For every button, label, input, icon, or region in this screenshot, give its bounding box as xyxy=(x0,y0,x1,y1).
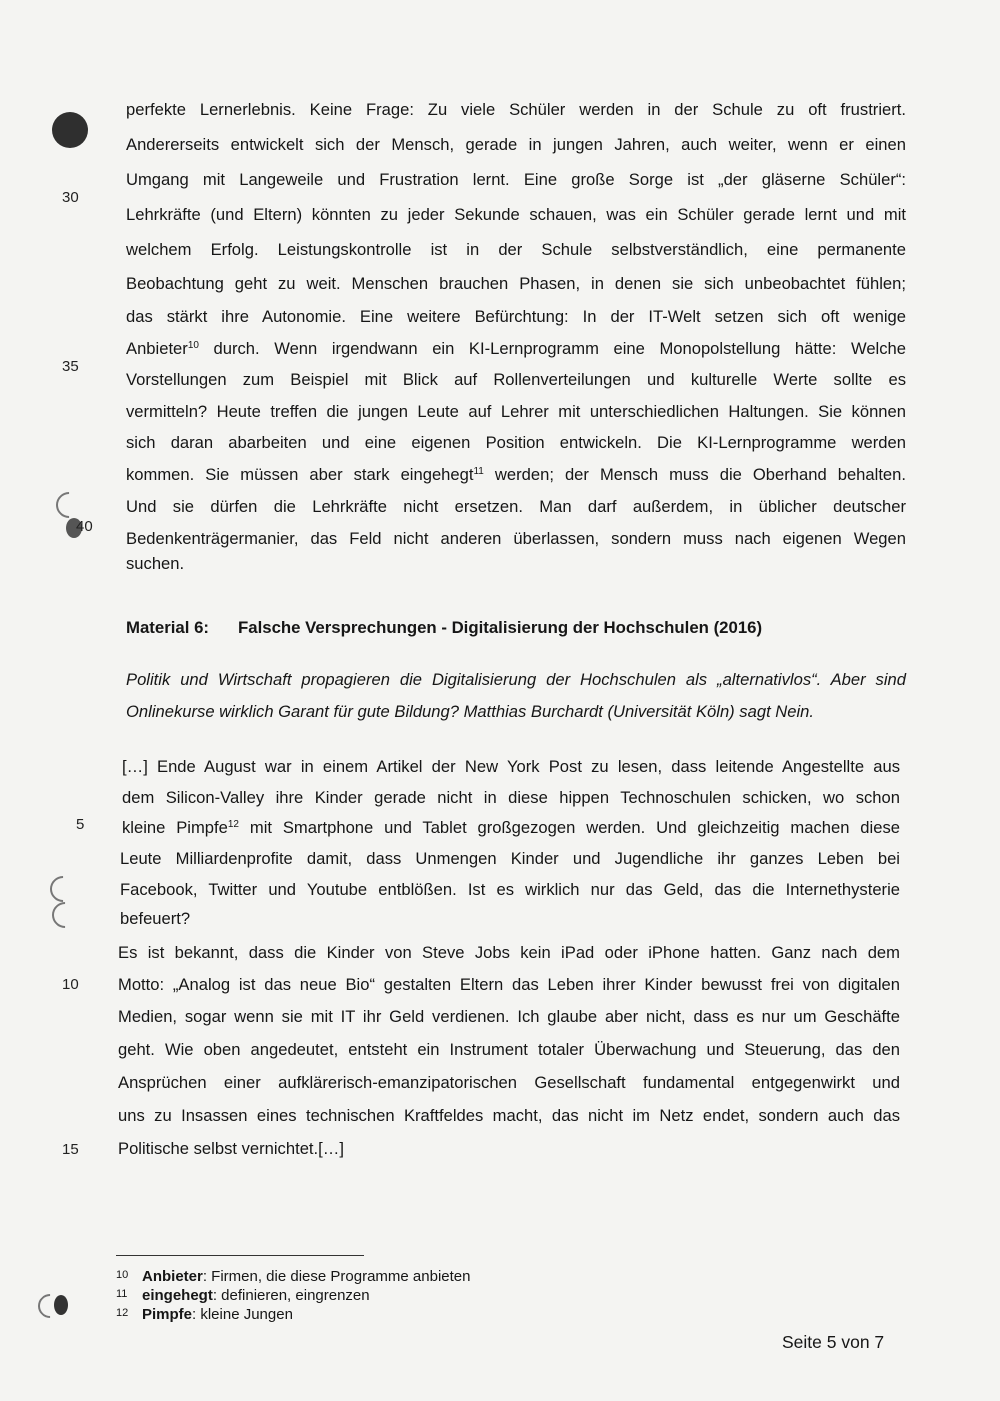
text-line: sich daran abarbeiten und eine eigenen Position entwickeln. Die KI-Lernprogramme werden xyxy=(126,433,906,452)
text-fragment: kommen. Sie müssen aber stark eingehegt xyxy=(126,465,474,484)
text-line: […] Ende August war in einem Artikel der New York Post zu lesen, dass leitende Angestellte aus xyxy=(122,757,900,776)
line-number-35: 35 xyxy=(62,358,79,375)
footnote-divider xyxy=(116,1255,364,1256)
text-line: perfekte Lernerlebnis. Keine Frage: Zu viele Schüler werden in der Schule zu oft frustriert. xyxy=(126,100,906,119)
text-line-with-footnote xyxy=(126,465,906,485)
line-number-10: 10 xyxy=(62,976,79,993)
text-fragment: werden; der Mensch muss die Oberhand behalten. xyxy=(483,465,906,484)
text-line-with-footnote xyxy=(126,339,906,359)
text-line: Leute Milliardenprofite damit, dass Unmengen Kinder und Jugendliche ihr ganzes Leben bei xyxy=(120,849,900,868)
footnote-ref-12: 12 xyxy=(227,819,239,830)
text-line: Motto: „Analog ist das neue Bio“ gestalten Eltern das Leben ihrer Kinder bewusst frei von digitalen xyxy=(118,975,900,994)
line-number-30: 30 xyxy=(62,189,79,206)
page-number: Seite 5 von 7 xyxy=(782,1332,885,1352)
text-line: geht. Wie oben angedeutet, entsteht ein Instrument totaler Überwachung und Steuerung, das den xyxy=(118,1040,900,1059)
footnote-ref-11: 11 xyxy=(473,466,484,477)
text-line: Und sie dürfen die Lehrkräfte nicht ersetzen. Man darf außerdem, in üblicher deutscher xyxy=(126,497,906,516)
material-title: Falsche Versprechungen - Digitalisierung der Hochschulen (2016) xyxy=(238,618,763,637)
punch-hole-bottom xyxy=(54,1295,68,1315)
line-number-5: 5 xyxy=(76,816,85,833)
intro-line: Onlinekurse wirklich Garant für gute Bildung? Matthias Burchardt (Universität Köln) sagt Nein. xyxy=(126,702,815,721)
text-fragment: durch. Wenn irgendwann ein KI-Lernprogramm eine Monopolstellung hätte: Welche xyxy=(198,339,906,358)
text-line: befeuert? xyxy=(120,909,191,928)
line-number-40: 40 xyxy=(76,518,93,535)
footnote-number: 10 xyxy=(116,1269,129,1281)
text-line: suchen. xyxy=(126,554,185,573)
line-number-15: 15 xyxy=(62,1141,79,1158)
footnote-text: : definieren, eingrenzen xyxy=(212,1287,370,1304)
footnote-term: Anbieter xyxy=(142,1268,203,1285)
text-line-with-footnote xyxy=(122,818,900,838)
text-line: uns zu Insassen eines technischen Kraftfeldes macht, das nicht im Netz endet, sondern auch das xyxy=(118,1106,900,1125)
text-fragment: mit Smartphone und Tablet großgezogen werden. Und gleichzeitig machen diese xyxy=(239,818,900,837)
intro-line: Politik und Wirtschaft propagieren die Digitalisierung der Hochschulen als „alternativlos“. Aber sind xyxy=(126,670,906,689)
material-heading xyxy=(126,617,906,639)
text-line: Medien, sogar wenn sie mit IT ihr Geld verdienen. Ich glaube aber nicht, dass es nur um Geschäfte xyxy=(118,1007,900,1026)
text-line: welchem Erfolg. Leistungskontrolle ist in der Schule selbstverständlich, eine permanente xyxy=(126,240,906,259)
footnote-text: : Firmen, die diese Programme anbieten xyxy=(202,1268,471,1285)
text-line: Umgang mit Langeweile und Frustration lernt. Eine große Sorge ist „der gläserne Schüler“: xyxy=(126,170,906,189)
text-line: vermitteln? Heute treffen die jungen Leute auf Lehrer mit unterschiedlichen Haltungen. Sie können xyxy=(126,402,906,421)
text-line: das stärkt ihre Autonomie. Eine weitere Befürchtung: In der IT-Welt setzen sich oft wenige xyxy=(126,307,906,326)
footnote xyxy=(116,1285,616,1305)
text-line: Facebook, Twitter und Youtube entblößen. Ist es wirklich nur das Geld, das die Internethysterie xyxy=(120,880,900,899)
footnote-term: eingehegt xyxy=(142,1287,213,1304)
footnote-text: : kleine Jungen xyxy=(192,1306,293,1323)
text-line: Lehrkräfte (und Eltern) könnten zu jeder Sekunde schauen, was ein Schüler gerade lernt und mit xyxy=(126,205,906,224)
text-line: Es ist bekannt, dass die Kinder von Steve Jobs kein iPad oder iPhone hatten. Ganz nach dem xyxy=(118,943,900,962)
text-line: Andererseits entwickelt sich der Mensch, gerade in jungen Jahren, auch weiter, wenn er einen xyxy=(126,135,906,154)
punch-hole-top xyxy=(52,112,88,148)
text-line: Bedenkenträgermanier, das Feld nicht anderen überlassen, sondern muss nach eigenen Wegen xyxy=(126,529,906,548)
text-line: Politische selbst vernichtet.[…] xyxy=(118,1139,344,1158)
footnote-term: Pimpfe xyxy=(142,1306,193,1323)
text-line: Vorstellungen zum Beispiel mit Blick auf Rollenverteilungen und kulturelle Werte sollte es xyxy=(126,370,906,389)
text-line: dem Silicon-Valley ihre Kinder gerade nicht in diese hippen Technoschulen schicken, wo schon xyxy=(122,788,900,807)
text-fragment: Anbieter xyxy=(126,339,188,358)
text-fragment: kleine Pimpfe xyxy=(122,818,228,837)
text-line: Ansprüchen einer aufklärerisch-emanzipatorischen Gesellschaft fundamental entgegenwirkt und xyxy=(118,1073,900,1092)
punch-hole-arc-3 xyxy=(47,897,84,934)
text-line: Beobachtung geht zu weit. Menschen brauchen Phasen, in denen sie sich unbeobachtet fühlen; xyxy=(126,274,906,293)
footnote-number: 11 xyxy=(116,1288,128,1300)
footnote-number: 12 xyxy=(116,1307,129,1319)
footnote-ref-10: 10 xyxy=(187,340,199,351)
footnote xyxy=(116,1304,616,1324)
material-label: Material 6: xyxy=(126,618,210,637)
footnote xyxy=(116,1266,616,1286)
